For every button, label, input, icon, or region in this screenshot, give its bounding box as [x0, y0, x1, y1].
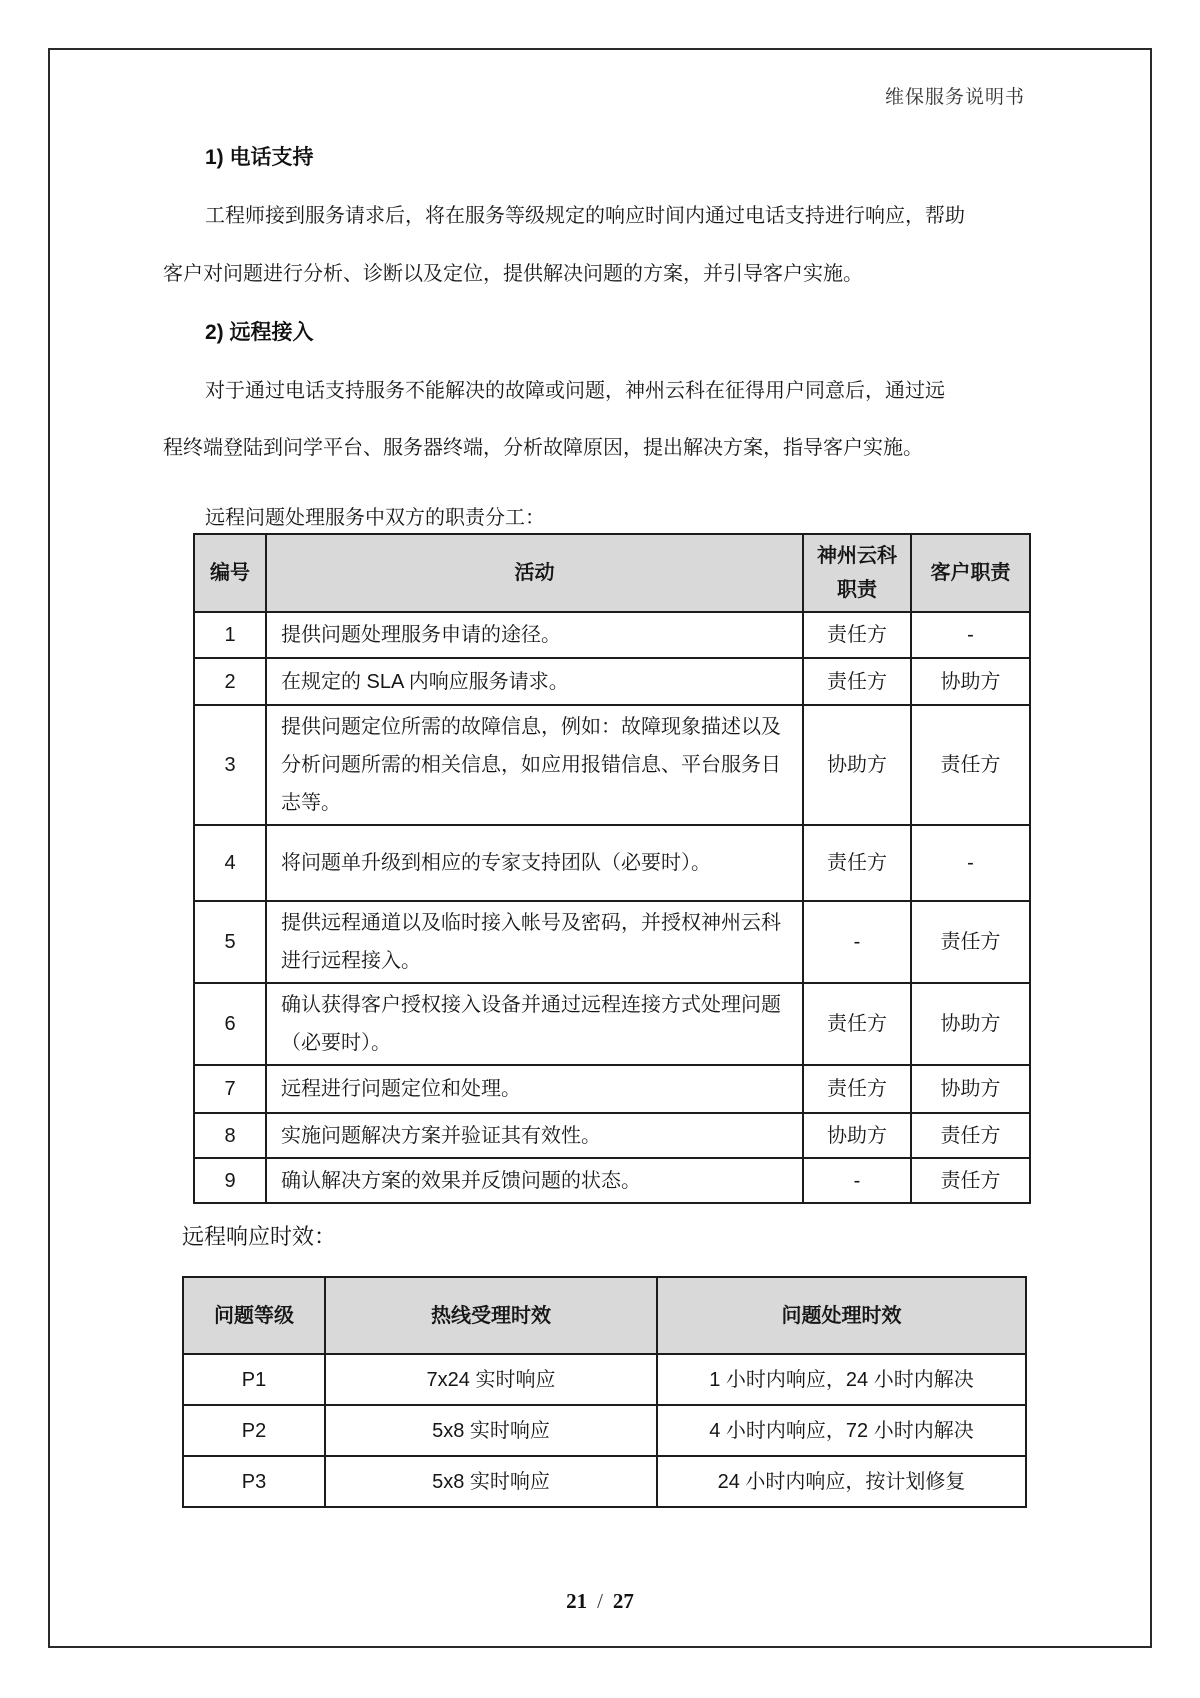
cell-no: 3	[194, 705, 266, 825]
cell-activity: 提供远程通道以及临时接入帐号及密码，并授权神州云科进行远程接入。	[266, 901, 803, 983]
cell-customer-role: 责任方	[911, 1158, 1030, 1203]
table-row	[194, 658, 1030, 705]
header-cell-no: 编号	[194, 534, 266, 612]
cell-no: 6	[194, 983, 266, 1065]
cell-dck-role: -	[803, 1158, 911, 1203]
cell-customer-role: -	[911, 612, 1030, 658]
doc-header-title: 维保服务说明书	[884, 87, 1025, 108]
cell-activity: 确认解决方案的效果并反馈问题的状态。	[266, 1158, 803, 1203]
table-row	[194, 612, 1030, 658]
section-heading-remote-access: 2) 远程接入	[205, 321, 314, 344]
header-cell-hotline-response: 热线受理时效	[325, 1277, 657, 1354]
section-heading-phone-support: 1) 电话支持	[205, 146, 314, 169]
cell-dck-role: 责任方	[803, 983, 911, 1065]
page-number-total: 27	[612, 1589, 634, 1613]
cell-activity: 提供问题处理服务申请的途径。	[266, 612, 803, 658]
cell-activity: 实施问题解决方案并验证其有效性。	[266, 1113, 803, 1158]
cell-resolution-time: 1 小时内响应，24 小时内解决	[657, 1354, 1026, 1405]
table-row	[194, 1113, 1030, 1158]
cell-customer-role: 协助方	[911, 658, 1030, 705]
cell-activity: 将问题单升级到相应的专家支持团队（必要时）。	[266, 825, 803, 901]
cell-customer-role: -	[911, 825, 1030, 901]
cell-dck-role: 责任方	[803, 825, 911, 901]
cell-dck-role: 责任方	[803, 658, 911, 705]
paragraph-line: 程终端登陆到问学平台、服务器终端，分析故障原因，提出解决方案，指导客户实施。	[163, 437, 923, 459]
cell-no: 7	[194, 1065, 266, 1113]
cell-activity: 远程进行问题定位和处理。	[266, 1065, 803, 1113]
header-cell-customer-role: 客户职责	[911, 534, 1030, 612]
table-header-row	[183, 1277, 1026, 1354]
cell-no: 1	[194, 612, 266, 658]
cell-severity: P1	[183, 1354, 325, 1405]
table-row	[194, 901, 1030, 983]
paragraph-line: 客户对问题进行分析、诊断以及定位，提供解决问题的方案，并引导客户实施。	[163, 263, 863, 285]
table-row	[194, 983, 1030, 1065]
table-row	[183, 1456, 1026, 1507]
paragraph-line: 对于通过电话支持服务不能解决的故障或问题，神州云科在征得用户同意后，通过远	[205, 380, 945, 402]
header-cell-dck-role: 神州云科职责	[803, 534, 911, 612]
header-cell-resolution-time: 问题处理时效	[657, 1277, 1026, 1354]
cell-resolution-time: 24 小时内响应，按计划修复	[657, 1456, 1026, 1507]
cell-dck-role: 责任方	[803, 612, 911, 658]
table-row	[183, 1405, 1026, 1456]
cell-customer-role: 责任方	[911, 705, 1030, 825]
page-number-current: 21	[566, 1589, 588, 1613]
cell-activity: 在规定的 SLA 内响应服务请求。	[266, 658, 803, 705]
table-row	[194, 825, 1030, 901]
cell-activity: 确认获得客户授权接入设备并通过远程连接方式处理问题（必要时）。	[266, 983, 803, 1065]
table-row	[194, 705, 1030, 825]
cell-dck-role: 协助方	[803, 705, 911, 825]
cell-dck-role: 责任方	[803, 1065, 911, 1113]
cell-customer-role: 协助方	[911, 1065, 1030, 1113]
cell-customer-role: 责任方	[911, 1113, 1030, 1158]
cell-no: 9	[194, 1158, 266, 1203]
cell-customer-role: 协助方	[911, 983, 1030, 1065]
cell-severity: P2	[183, 1405, 325, 1456]
cell-customer-role: 责任方	[911, 901, 1030, 983]
header-cell-activity: 活动	[266, 534, 803, 612]
cell-hotline-response: 7x24 实时响应	[325, 1354, 657, 1405]
page-number	[0, 1589, 1200, 1614]
table-row	[194, 1065, 1030, 1113]
cell-dck-role: 协助方	[803, 1113, 911, 1158]
page-number-separator: /	[597, 1589, 603, 1613]
responsibility-table-intro: 远程问题处理服务中双方的职责分工：	[205, 507, 545, 529]
sla-section-heading: 远程响应时效：	[182, 1224, 337, 1249]
cell-no: 5	[194, 901, 266, 983]
cell-dck-role: -	[803, 901, 911, 983]
cell-no: 8	[194, 1113, 266, 1158]
cell-activity: 提供问题定位所需的故障信息，例如：故障现象描述以及分析问题所需的相关信息，如应用报错信息、平台服务日志等。	[266, 705, 803, 825]
table-row	[194, 1158, 1030, 1203]
cell-resolution-time: 4 小时内响应，72 小时内解决	[657, 1405, 1026, 1456]
cell-hotline-response: 5x8 实时响应	[325, 1456, 657, 1507]
responsibility-table	[193, 533, 1031, 1204]
sla-table	[182, 1276, 1027, 1508]
table-row	[183, 1354, 1026, 1405]
cell-no: 2	[194, 658, 266, 705]
table-header-row	[194, 534, 1030, 612]
cell-hotline-response: 5x8 实时响应	[325, 1405, 657, 1456]
paragraph-line: 工程师接到服务请求后，将在服务等级规定的响应时间内通过电话支持进行响应，帮助	[205, 205, 965, 227]
cell-severity: P3	[183, 1456, 325, 1507]
header-cell-severity: 问题等级	[183, 1277, 325, 1354]
cell-no: 4	[194, 825, 266, 901]
